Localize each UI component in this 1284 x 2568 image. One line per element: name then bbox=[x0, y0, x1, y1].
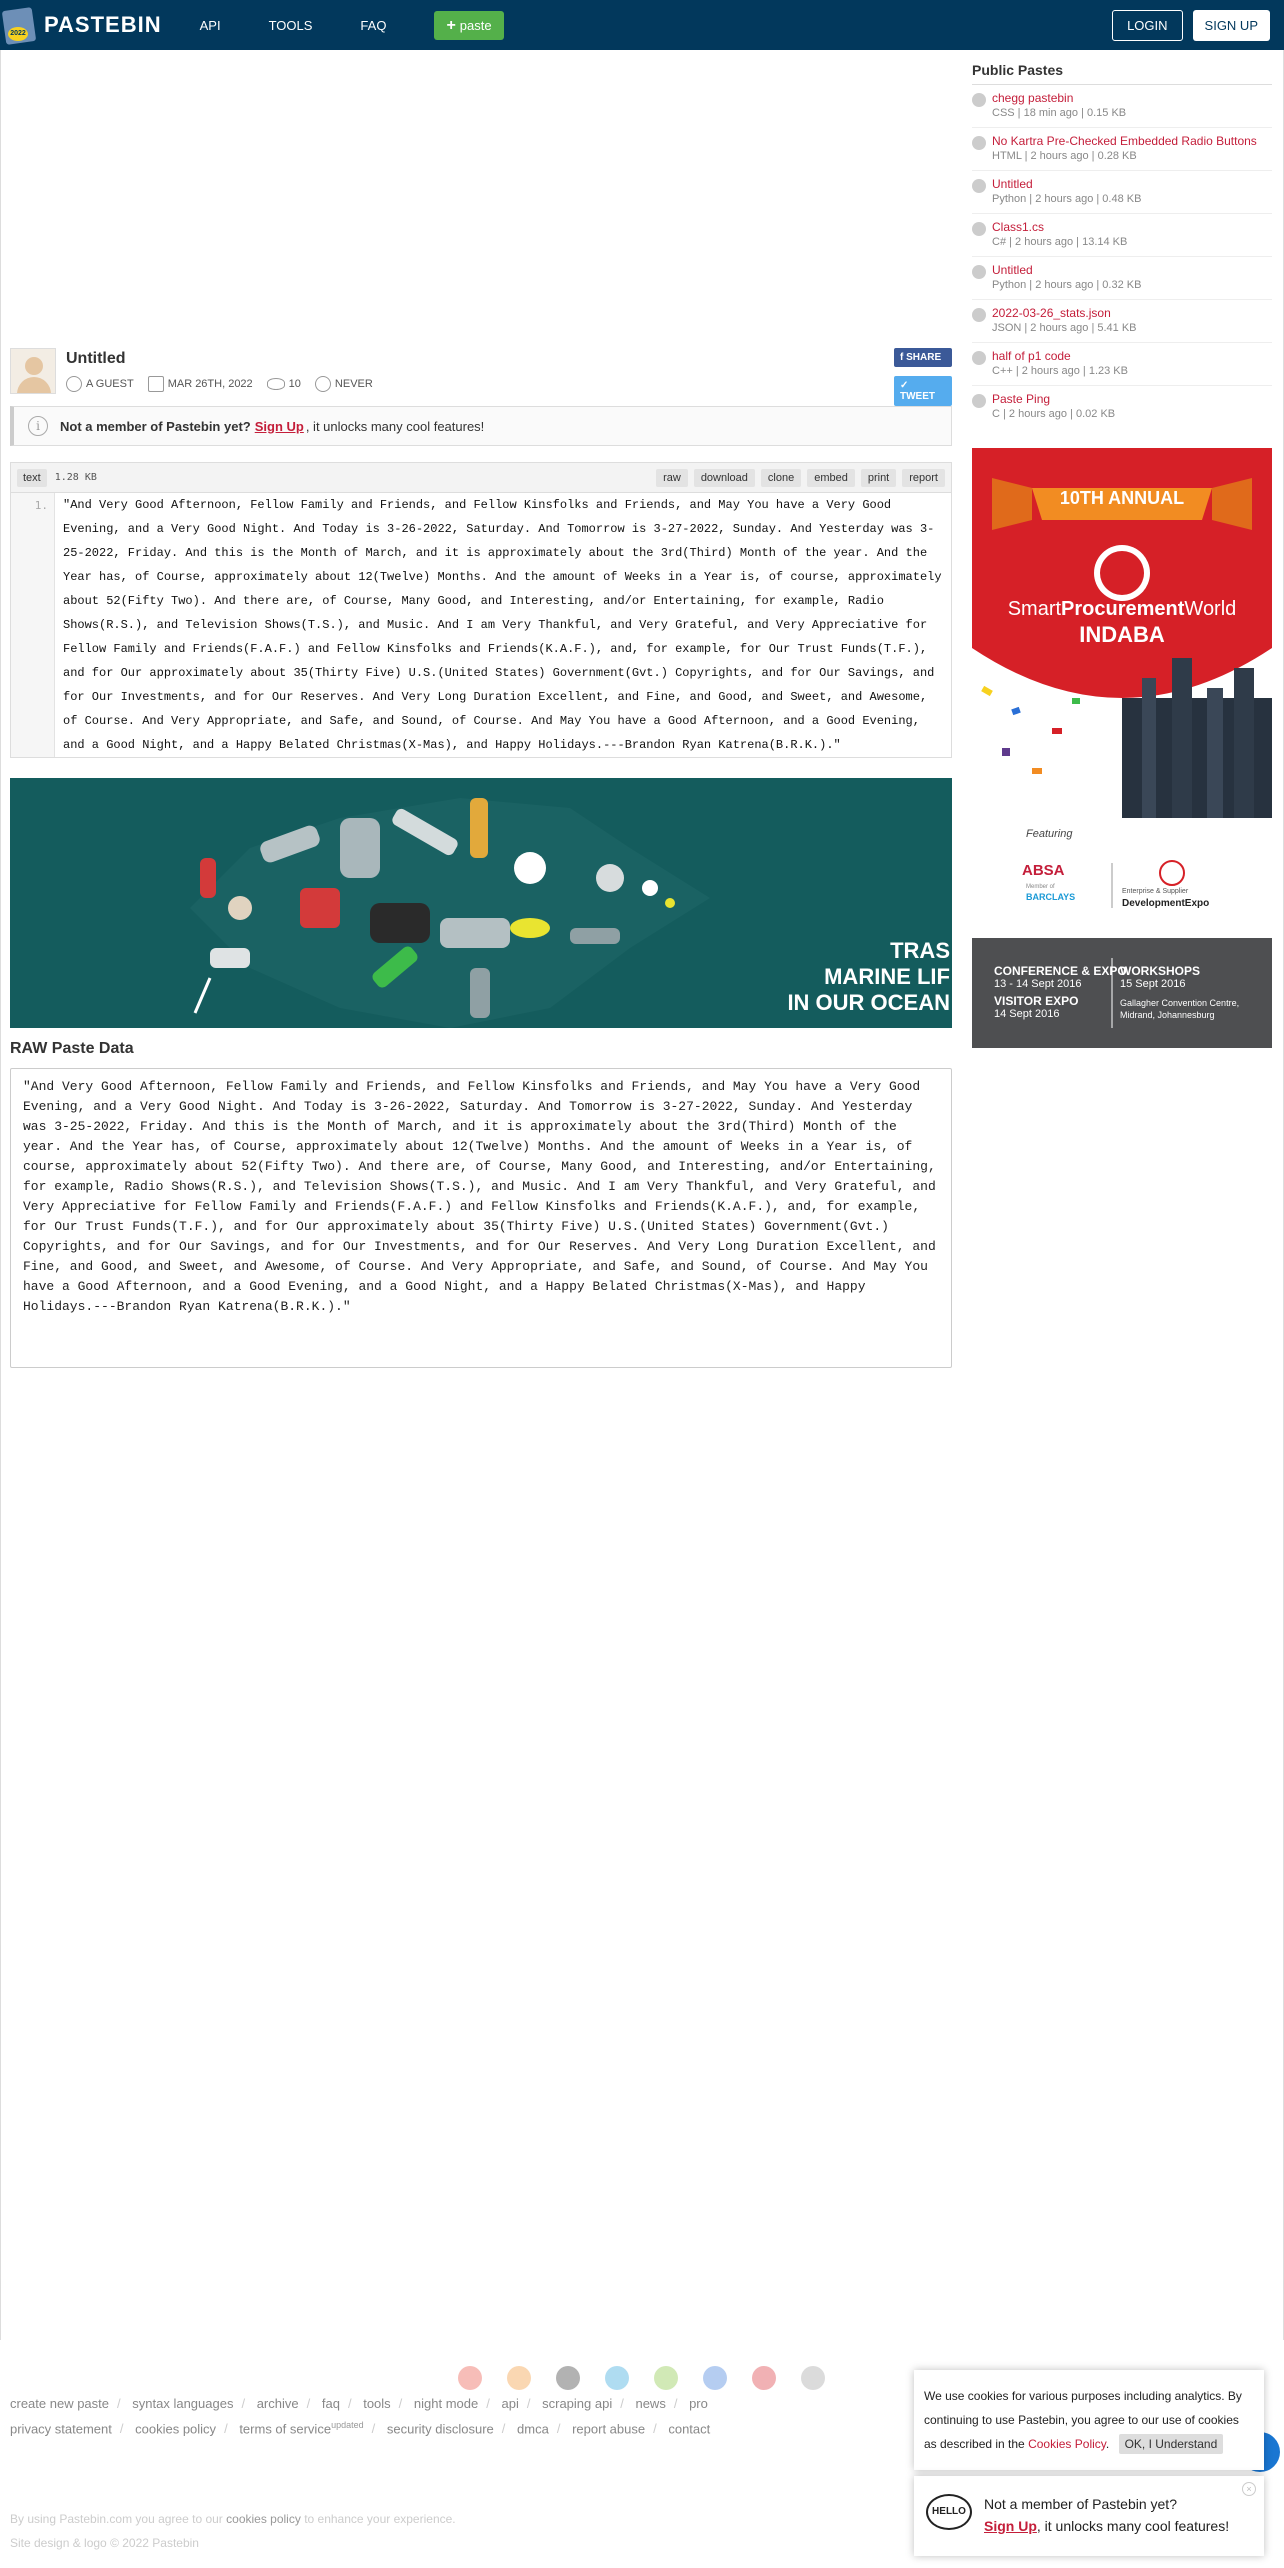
globe-icon bbox=[972, 136, 986, 150]
paste-item-meta: CSS | 18 min ago | 0.15 KB bbox=[992, 107, 1127, 119]
cookie-accept-button[interactable]: OK, I Understand bbox=[1119, 2434, 1224, 2454]
paste-item-meta: C | 2 hours ago | 0.02 KB bbox=[992, 408, 1116, 420]
ad-sponsor2-b: DevelopmentExpo bbox=[1122, 898, 1210, 909]
notice-rest: , it unlocks many cool features! bbox=[305, 418, 485, 434]
paste-info bbox=[10, 346, 952, 402]
brand-name: PASTEBIN bbox=[44, 12, 162, 37]
user-avatar bbox=[10, 348, 56, 394]
cookie-text: We use cookies for various purposes including analytics. By continuing to use Pastebin, you agree to our use of cookies as described in the bbox=[924, 2389, 1242, 2451]
ad-sponsor-barclays: BARCLAYS bbox=[1026, 892, 1076, 902]
ad-featuring: Featuring bbox=[1026, 828, 1073, 840]
paste-link[interactable]: Untitled bbox=[992, 263, 1033, 277]
ios-icon[interactable] bbox=[556, 2366, 580, 2390]
footer-copyright: Site design & logo © 2022 Pastebin bbox=[10, 2536, 199, 2550]
code-body bbox=[11, 493, 951, 757]
footer-cookies-note bbox=[10, 2512, 456, 2526]
nav-tools[interactable]: TOOLS bbox=[268, 17, 313, 33]
auth-buttons bbox=[1112, 10, 1270, 41]
footer-link[interactable]: privacy statement bbox=[10, 2421, 112, 2437]
paste-item-meta: HTML | 2 hours ago | 0.28 KB bbox=[992, 150, 1137, 162]
signup-notice bbox=[10, 406, 952, 446]
footer-link[interactable]: dmca bbox=[517, 2421, 549, 2437]
nav-faq[interactable]: FAQ bbox=[360, 17, 387, 33]
member-popup-sub bbox=[984, 2518, 1229, 2534]
ad-brand-b: Procurement bbox=[1061, 598, 1185, 620]
public-paste-item[interactable] bbox=[972, 257, 1272, 300]
public-paste-item[interactable] bbox=[972, 343, 1272, 386]
public-pastes-title: Public Pastes bbox=[972, 62, 1272, 85]
logo-badge: 2022 bbox=[8, 27, 28, 41]
tweet-label: TWEET bbox=[900, 391, 935, 402]
ad-ws-title: WORKSHOPS bbox=[1120, 964, 1201, 978]
print-button[interactable]: print bbox=[861, 469, 896, 487]
public-paste-item[interactable] bbox=[972, 85, 1272, 128]
login-button[interactable]: LOGIN bbox=[1112, 10, 1182, 41]
ad-sponsor2-a: Enterprise & Supplier bbox=[1122, 888, 1189, 895]
ad-brand-a: Smart bbox=[1007, 598, 1062, 620]
indaba-ad-graphic bbox=[972, 448, 1272, 1048]
tweet-button[interactable] bbox=[894, 376, 952, 406]
public-paste-item[interactable] bbox=[972, 214, 1272, 257]
globe-icon bbox=[972, 351, 986, 365]
fine-text-a: By using Pastebin.com you agree to our bbox=[10, 2512, 223, 2526]
hello-icon: HELLO bbox=[926, 2494, 972, 2530]
facebook-icon: f bbox=[900, 352, 907, 363]
ad-venue-2: Midrand, Johannesburg bbox=[1120, 1010, 1215, 1020]
ad-brand bbox=[972, 598, 1272, 621]
views-text: 10 bbox=[288, 378, 301, 390]
clone-button[interactable]: clone bbox=[761, 469, 801, 487]
app-icons bbox=[458, 2366, 850, 2390]
paste-date bbox=[148, 376, 253, 392]
footer-link[interactable]: report abuse bbox=[572, 2421, 646, 2437]
new-paste-button[interactable] bbox=[434, 11, 503, 40]
opera-icon[interactable] bbox=[752, 2366, 776, 2390]
syntax-tag[interactable]: text bbox=[17, 469, 47, 487]
paste-link[interactable]: Untitled bbox=[992, 177, 1033, 191]
ad-brand-c: World bbox=[1184, 598, 1237, 620]
member-popup bbox=[914, 2476, 1264, 2556]
paste-link[interactable]: Class1.cs bbox=[992, 220, 1045, 234]
paste-expiry bbox=[315, 376, 373, 392]
line-number: 1. bbox=[11, 493, 55, 757]
footer-links-row-1: create new paste / syntax languages / archive / faq / tools / night mode / api / scraping api / news / pro bbox=[10, 2396, 708, 2411]
ad-sponsor-absa: ABSA bbox=[1022, 862, 1065, 879]
public-pastes-sidebar bbox=[972, 62, 1272, 429]
facebook-share-button[interactable] bbox=[894, 348, 952, 367]
paste-title: Untitled bbox=[66, 350, 126, 367]
public-paste-item[interactable] bbox=[972, 171, 1272, 214]
paste-link[interactable]: half of p1 code bbox=[992, 349, 1071, 363]
firefox-icon[interactable] bbox=[507, 2366, 531, 2390]
paste-meta bbox=[66, 376, 387, 392]
ad-line-2: MARINE LIF bbox=[824, 964, 950, 989]
date-text: MAR 26TH, 2022 bbox=[167, 378, 253, 390]
footer-link[interactable]: night mode bbox=[413, 2396, 479, 2411]
ad-ribbon: 10TH ANNUAL bbox=[1059, 488, 1185, 508]
paste-tools bbox=[650, 469, 945, 487]
paste-item-meta: C# | 2 hours ago | 13.14 KB bbox=[992, 236, 1128, 248]
ad-line-1: TRAS bbox=[890, 938, 950, 963]
footer-link[interactable]: tools bbox=[363, 2396, 391, 2411]
ad-conf-date: 13 - 14 Sept 2016 bbox=[994, 978, 1082, 990]
main-nav bbox=[200, 11, 504, 40]
globe-icon bbox=[972, 394, 986, 408]
paste-item-meta: Python | 2 hours ago | 0.32 KB bbox=[992, 279, 1142, 291]
windows-icon[interactable] bbox=[605, 2366, 629, 2390]
info-icon: i bbox=[28, 416, 48, 436]
clock-icon bbox=[315, 376, 331, 392]
ad-sponsor-sub: Member of bbox=[1026, 884, 1055, 890]
paste-code-box bbox=[10, 462, 952, 758]
ad-ws-date: 15 Sept 2016 bbox=[1120, 978, 1186, 990]
notice-text: Not a member of Pastebin yet? bbox=[60, 418, 251, 434]
footer-link[interactable]: pro bbox=[689, 2396, 708, 2411]
globe-icon bbox=[972, 93, 986, 107]
footer-link[interactable]: archive bbox=[256, 2396, 299, 2411]
user-icon bbox=[66, 376, 82, 392]
globe-icon bbox=[972, 308, 986, 322]
paste-author bbox=[66, 376, 134, 392]
public-paste-item[interactable] bbox=[972, 300, 1272, 343]
raw-paste-textarea[interactable]: "And Very Good Afternoon, Fellow Family and Friends, and Fellow Kinsfolks and Friends, and May You have a Very Good Evening, and a Very Good Night. And Today is 3-26-2022, Saturday. And Tomorrow is 3-27-2022, Sunday. And Yesterday was 3-25-2022, Friday. And this is the Month of March, and it is approximately about the 3rd(Third) Month of the year. And the Year has, of Course, approximately about 12(Twelve) Months. And the amount of Weeks in a Year is, of course, approximately about 52(Fifty Two). And there are, of Course, Many Good, and Interesting, and/or Entertaining, for example, Radio Shows(R.S.), and Television Shows(T.S.), and Music. And I am Very Thankful, and Very Grateful, and Very Appreciative for Fellow Family and Friends(F.A.F.) and Fellow Kinsfolks and Friends(K.A.F.), and, for example, for Our Trust Funds(T.F.), and for Our approximately about 35(Thirty Five) U.S.(United States) Government(Gvt.) Copyrights, and for Our Savings, and for Our Investments, and for Our Reserves. And Very Long Duration Excellent, and Fine, and Good, and Sweet, and Awesome, of Course. And Very Appropriate, and Safe, and Sound, of Course. And May You have a Good Afternoon, and a Good Evening, and a Good Night, and a Happy Belated Christmas(X-Mas), and Happy Holidays.---Brandon Ryan Katrena(B.R.K.)." bbox=[10, 1068, 952, 1368]
paste-link[interactable]: No Kartra Pre-Checked Embedded Radio Buttons bbox=[992, 134, 1257, 148]
footer-link[interactable]: scraping api bbox=[542, 2396, 613, 2411]
close-icon[interactable]: × bbox=[1242, 2482, 1256, 2496]
android-icon[interactable] bbox=[654, 2366, 678, 2390]
twitter-icon: ✓ bbox=[900, 380, 909, 391]
paste-link[interactable]: chegg pastebin bbox=[992, 91, 1074, 105]
raw-paste-heading: RAW Paste Data bbox=[10, 1040, 134, 1057]
cookie-policy-link[interactable]: Cookies Policy bbox=[1028, 2437, 1106, 2451]
public-paste-item[interactable] bbox=[972, 386, 1272, 429]
footer-link[interactable]: faq bbox=[321, 2396, 340, 2411]
plus-icon: + bbox=[446, 16, 456, 34]
cookie-consent-popup: We use cookies for various purposes including analytics. By continuing to use Pastebin, you agree to our use of cookies as described in the Cookies Policy. OK, I Understand bbox=[914, 2370, 1264, 2470]
ad-banner-text bbox=[787, 938, 950, 1016]
footer-link[interactable]: create new paste bbox=[10, 2396, 110, 2411]
member-popup-title: Not a member of Pastebin yet? bbox=[984, 2496, 1177, 2512]
footer-link[interactable]: api bbox=[501, 2396, 519, 2411]
calendar-icon bbox=[148, 376, 164, 392]
paste-link[interactable]: 2022-03-26_stats.json bbox=[992, 306, 1111, 320]
new-paste-label: paste bbox=[459, 17, 492, 33]
member-popup-signup-link[interactable]: Sign Up bbox=[984, 2518, 1037, 2534]
ad-conf-title: CONFERENCE & EXPO bbox=[994, 964, 1127, 978]
nav-api[interactable]: API bbox=[199, 17, 221, 33]
globe-icon bbox=[972, 222, 986, 236]
raw-button[interactable]: raw bbox=[656, 469, 688, 487]
expiry-text: NEVER bbox=[334, 378, 373, 390]
notice-signup-link[interactable]: Sign Up bbox=[254, 418, 304, 434]
paste-views bbox=[267, 378, 301, 390]
public-paste-item[interactable] bbox=[972, 128, 1272, 171]
author-text: A GUEST bbox=[86, 378, 134, 390]
footer-link[interactable]: syntax languages bbox=[132, 2396, 234, 2411]
paste-link[interactable]: Paste Ping bbox=[992, 392, 1051, 406]
ad-venue-1: Gallagher Convention Centre, bbox=[1120, 998, 1240, 1008]
logo[interactable] bbox=[2, 5, 162, 45]
share-label: SHARE bbox=[906, 352, 942, 363]
fine-text-b: to enhance your experience. bbox=[304, 2512, 456, 2526]
report-button[interactable]: report bbox=[902, 469, 945, 487]
ad-line-3: IN OUR OCEAN bbox=[787, 990, 950, 1015]
macos-icon[interactable] bbox=[703, 2366, 727, 2390]
code-toolbar bbox=[11, 463, 951, 493]
footer-links-row-2: privacy statement / cookies policy / terms of service$^{updated}$ / security disclosure / dmca / report abuse / contact bbox=[10, 2420, 711, 2437]
footer-link[interactable]: terms of service bbox=[239, 2421, 332, 2437]
download-button[interactable]: download bbox=[694, 469, 755, 487]
top-bar bbox=[0, 0, 1284, 50]
signup-button[interactable]: SIGN UP bbox=[1193, 10, 1270, 41]
chrome-icon[interactable] bbox=[458, 2366, 482, 2390]
ad-banner-trash[interactable] bbox=[10, 778, 952, 1028]
linux-icon[interactable] bbox=[801, 2366, 825, 2390]
updated-badge: updated bbox=[331, 2420, 364, 2430]
paste-item-meta: JSON | 2 hours ago | 5.41 KB bbox=[992, 322, 1137, 334]
paste-size: 1.28 KB bbox=[54, 472, 97, 483]
member-popup-rest: , it unlocks many cool features! bbox=[1036, 2518, 1230, 2534]
side-ad-indaba[interactable] bbox=[972, 448, 1272, 1048]
eye-icon bbox=[267, 378, 285, 390]
cookies-policy-link[interactable]: cookies policy bbox=[226, 2512, 301, 2526]
ad-visitor-title: VISITOR EXPO bbox=[994, 994, 1079, 1008]
ad-indaba: INDABA bbox=[1079, 622, 1165, 647]
footer-link[interactable]: news bbox=[635, 2396, 666, 2411]
code-content[interactable]: "And Very Good Afternoon, Fellow Family and Friends, and Fellow Kinsfolks and Friends, and May You have a Very Good Evening, and a Very Good Night. And Today is 3-26-2022, Saturday. And Tomorrow is 3-27-2022, Sunday. And Yesterday was 3-25-2022, Friday. And this is the Month of March, and it is approximately about the 3rd(Third) Month of the year. And the Year has, of Course, approximately about 12(Twelve) Months. And the amount of Weeks in a Year is, of course, approximately about 52(Fifty Two). And there are, of Course, Many Good, and Interesting, and/or Entertaining, for example, Radio Shows(R.S.), and Television Shows(T.S.), and Music. And I am Very Thankful, and Very Grateful, and Very Appreciative for Fellow Family and Friends(F.A.F.) and Fellow Kinsfolks and Friends(K.A.F.), and, for example, for Our Trust Funds(T.F.), and for Our approximately about 35(Thirty Five) U.S.(United States) Government(Gvt.) Copyrights, and for Our Savings, and for Our Investments, and for Our Reserves. And Very Long Duration Excellent, and Fine, and Good, and Sweet, and Awesome, of Course. And Very Appropriate, and Safe, and Sound, of Course. And May You have a Good Afternoon, and a Good Evening, and a Good Night, and a Happy Belated Christmas(X-Mas), and Happy Holidays.---Brandon Ryan Katrena(B.R.K.)." bbox=[63, 498, 949, 752]
globe-icon bbox=[972, 265, 986, 279]
footer-link[interactable]: contact bbox=[668, 2421, 711, 2437]
paste-item-meta: C++ | 2 hours ago | 1.23 KB bbox=[992, 365, 1128, 377]
pastebin-logo-icon bbox=[2, 5, 38, 45]
ad-visitor-date: 14 Sept 2016 bbox=[994, 1008, 1060, 1020]
footer-link[interactable]: cookies policy bbox=[135, 2421, 217, 2437]
footer-link[interactable]: security disclosure bbox=[386, 2421, 494, 2437]
embed-button[interactable]: embed bbox=[807, 469, 855, 487]
globe-icon bbox=[972, 179, 986, 193]
paste-item-meta: Python | 2 hours ago | 0.48 KB bbox=[992, 193, 1142, 205]
